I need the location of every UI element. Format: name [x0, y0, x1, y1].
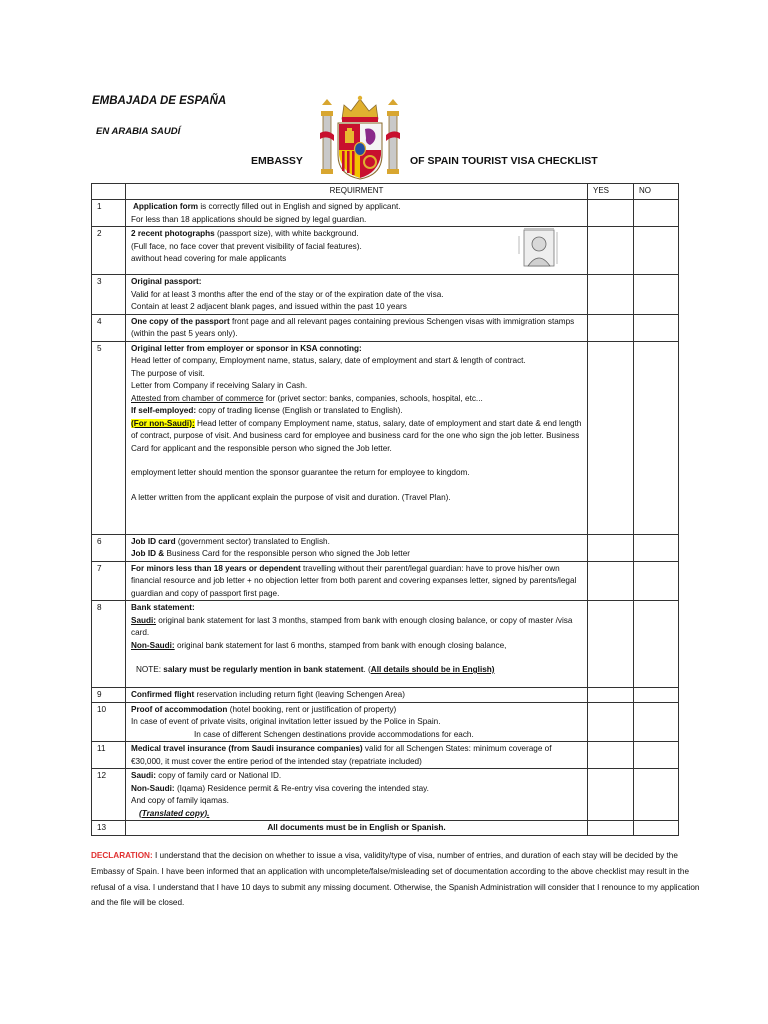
yes-checkbox-cell[interactable] [588, 314, 634, 341]
table-row [92, 275, 679, 315]
yes-checkbox-cell[interactable] [588, 561, 634, 601]
yes-checkbox-cell[interactable] [588, 821, 634, 836]
table-row [92, 534, 679, 561]
header-yes: YES [588, 184, 634, 200]
yes-checkbox-cell[interactable] [588, 601, 634, 688]
requirement-cell: Job ID card (government sector) translated to English. Job ID & Business Card for the responsible person who signed the Job letter [126, 534, 588, 561]
requirement-cell: One copy of the passport front page and all relevant pages containing previous Schengen visas with immigration stamps (within the past 5 years only). [126, 314, 588, 341]
row-number: 13 [92, 821, 126, 836]
header-requirement: REQUIRMENT [126, 184, 588, 200]
yes-checkbox-cell[interactable] [588, 534, 634, 561]
no-checkbox-cell[interactable] [634, 702, 679, 742]
embassy-name: EMBAJADA DE ESPAÑA [92, 95, 227, 107]
no-checkbox-cell[interactable] [634, 200, 679, 227]
table-row [92, 702, 679, 742]
no-checkbox-cell[interactable] [634, 227, 679, 275]
requirement-cell: Medical travel insurance (from Saudi insurance companies) valid for all Schengen States: minimum coverage of €30,000, it must cover the entire period of the intended stay (repatriate included) [126, 742, 588, 769]
row-number: 8 [92, 601, 126, 688]
header-num [92, 184, 126, 200]
no-checkbox-cell[interactable] [634, 341, 679, 534]
table-row [92, 769, 679, 821]
yes-checkbox-cell[interactable] [588, 275, 634, 315]
title-right: OF SPAIN TOURIST VISA CHECKLIST [410, 155, 598, 167]
requirement-cell: Saudi: copy of family card or National ID. Non-Saudi: (Iqama) Residence permit & Re-entry visa covering the intended stay. And copy of family iqamas. (Translated copy). [126, 769, 588, 821]
checklist-table [91, 183, 679, 836]
embassy-country: EN ARABIA SAUDÍ [96, 126, 181, 137]
requirement-cell: Confirmed flight reservation including return fight (leaving Schengen Area) [126, 688, 588, 703]
yes-checkbox-cell[interactable] [588, 742, 634, 769]
requirement-cell: 2 recent photographs (passport size), with white background. (Full face, no face cover that prevent visibility of facial features). awithout head covering for male applicants [126, 227, 588, 275]
yes-checkbox-cell[interactable] [588, 769, 634, 821]
row-number: 12 [92, 769, 126, 821]
requirement-cell: Proof of accommodation (hotel booking, rent or justification of property) In case of event of private visits, original invitation letter issued by the Police in Spain. In case of different Schengen destinations provide accommodations for each. [126, 702, 588, 742]
declaration [91, 848, 711, 911]
row-number: 2 [92, 227, 126, 275]
spain-coat-of-arms [320, 93, 400, 181]
table-row [92, 341, 679, 534]
no-checkbox-cell[interactable] [634, 314, 679, 341]
table-row [92, 227, 679, 275]
requirement-cell: All documents must be in English or Spanish. [126, 821, 588, 836]
table-header [92, 184, 679, 200]
no-checkbox-cell[interactable] [634, 688, 679, 703]
title-left: EMBASSY [251, 155, 303, 167]
row-number: 6 [92, 534, 126, 561]
row-number: 5 [92, 341, 126, 534]
row-number: 7 [92, 561, 126, 601]
requirement-cell: Bank statement: Saudi: original bank statement for last 3 months, stamped from bank with enough closing balance, or copy of master /visa card. Non-Saudi: original bank statement for last 6 months, stamped from bank with enough closing balance, NOTE: salary must be regularly mention in bank statement. (All details should be in English) [126, 601, 588, 688]
row-number: 4 [92, 314, 126, 341]
no-checkbox-cell[interactable] [634, 601, 679, 688]
no-checkbox-cell[interactable] [634, 561, 679, 601]
yes-checkbox-cell[interactable] [588, 200, 634, 227]
no-checkbox-cell[interactable] [634, 275, 679, 315]
header-no: NO [634, 184, 679, 200]
table-row [92, 601, 679, 688]
yes-checkbox-cell[interactable] [588, 227, 634, 275]
row-number: 11 [92, 742, 126, 769]
yes-checkbox-cell[interactable] [588, 341, 634, 534]
no-checkbox-cell[interactable] [634, 534, 679, 561]
yes-checkbox-cell[interactable] [588, 702, 634, 742]
no-checkbox-cell[interactable] [634, 821, 679, 836]
declaration-text: I understand that the decision on whether to issue a visa, validity/type of visa, number of entries, and duration of each stay will be decided by the Embassy of Spain. I have been informed that an application with uncomplete/false/misleading set of documentation according to the above checklist may result in the refusal of a visa. I understand that I have 10 days to submit any missing document. Otherwise, the Spanish Administration will consider that I renounce to my application and the file will be closed. [91, 851, 700, 908]
table-row [92, 200, 679, 227]
row-number: 10 [92, 702, 126, 742]
table-row [92, 742, 679, 769]
row-number: 1 [92, 200, 126, 227]
table-row [92, 314, 679, 341]
no-checkbox-cell[interactable] [634, 742, 679, 769]
passport-photo-example-icon [516, 228, 576, 268]
table-row [92, 821, 679, 836]
row-number: 3 [92, 275, 126, 315]
row-number: 9 [92, 688, 126, 703]
declaration-label: DECLARATION: [91, 851, 153, 860]
table-row [92, 688, 679, 703]
table-row [92, 561, 679, 601]
requirement-cell: Original passport: Valid for at least 3 months after the end of the stay or of the expiration date of the visa. Contain at least 2 adjacent blank pages, and issued within the past 10 years [126, 275, 588, 315]
yes-checkbox-cell[interactable] [588, 688, 634, 703]
requirement-cell: Original letter from employer or sponsor in KSA connoting: Head letter of company, Employment name, status, salary, date of employment and start & length of contract. The purpose of visit. Letter from Company if receiving Salary in Cash. Attested from chamber of commerce for (privet sector: banks, companies, schools, hospital, etc... If self-employed: copy of trading license (English or translated to English). (For non-Saudi): Head letter of company Employment name, status, salary, date of employment and start date & end length of contract, purpose of visit. And business card for employee and business card for the one who sign the job letter. Business Card for applicant and the responsible person who signed the Job letter. employment letter should mention the sponsor guarantee the return for employee to kingdom. A letter written from the applicant explain the purpose of visit and duration. (Travel Plan). [126, 341, 588, 534]
requirement-cell: For minors less than 18 years or dependent travelling without their parent/legal guardian: have to prove his/her own financial resource and job letter + no objection letter from both parent and covering expanses letter, signed by parents/legal guardian and copy of passport first page. [126, 561, 588, 601]
requirement-cell: Application form is correctly filled out in English and signed by applicant. For less than 18 applications should be signed by legal guardian. [126, 200, 588, 227]
no-checkbox-cell[interactable] [634, 769, 679, 821]
